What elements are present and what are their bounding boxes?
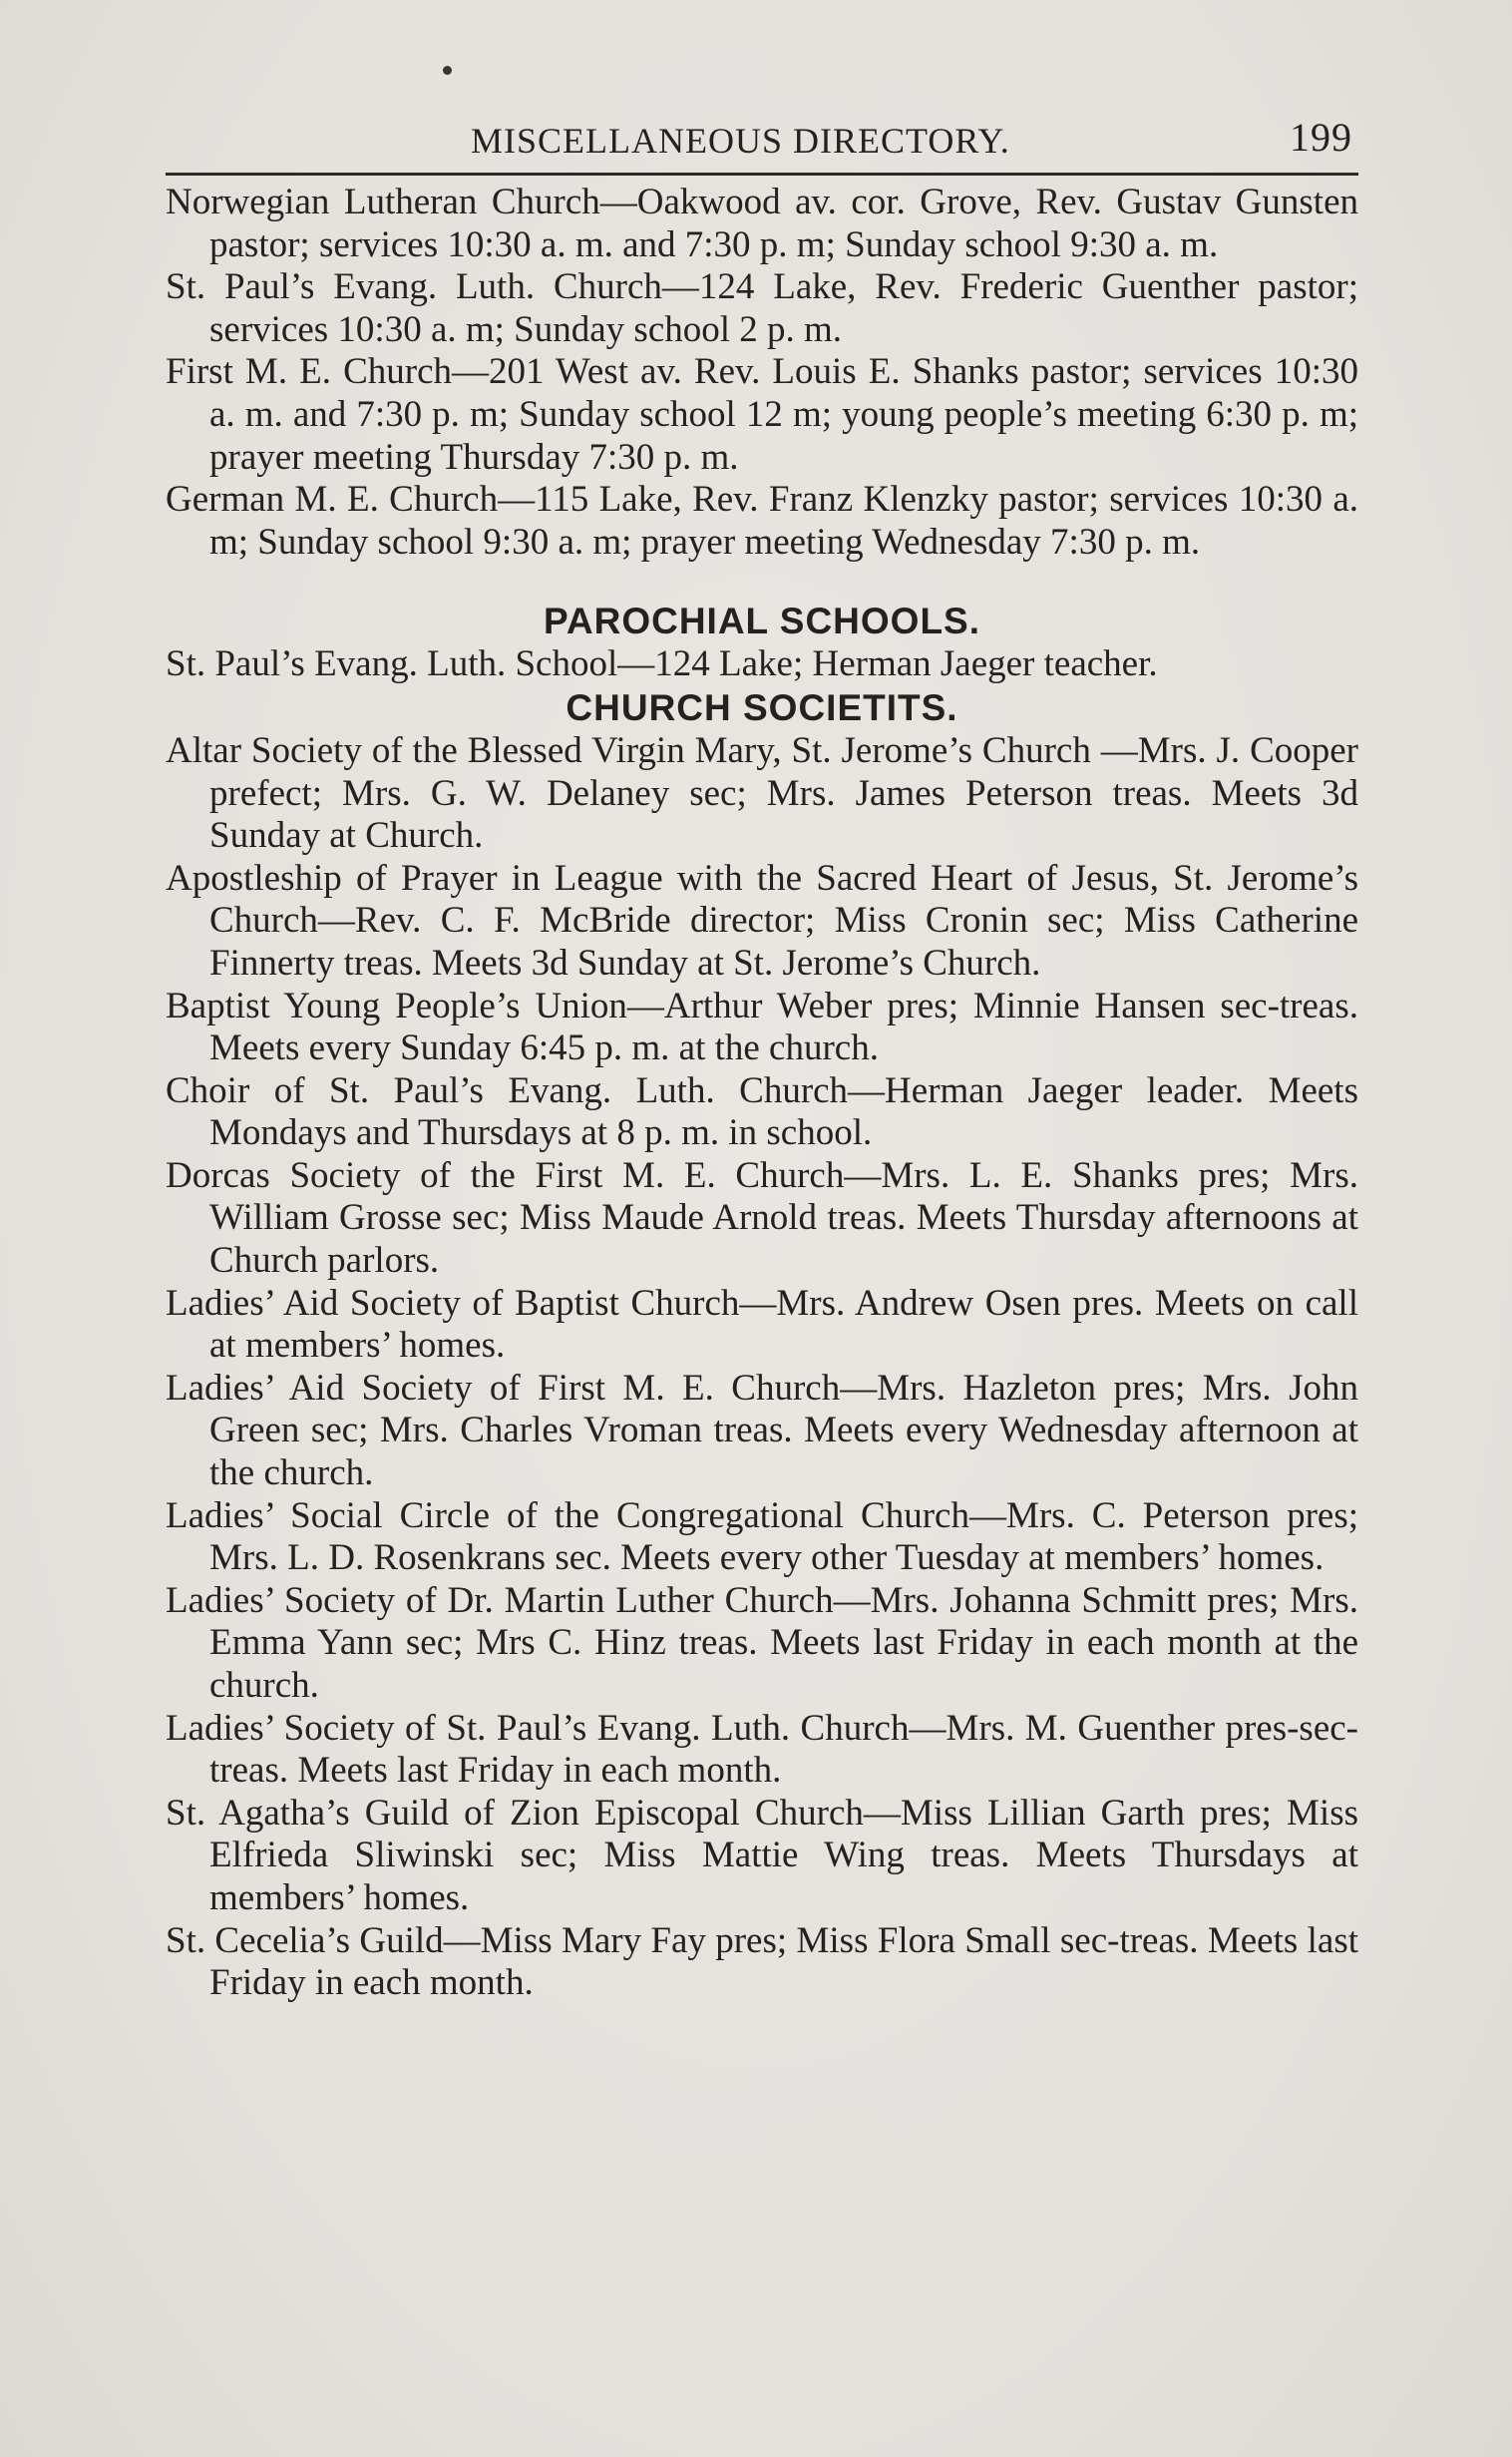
list-item: Ladies’ Aid Society of First M. E. Church—Mrs. Hazleton pres; Mrs. John Green sec; Mrs. Charles Vroman treas. Meets every Wednesday afternoon at the church. bbox=[166, 1367, 1358, 1494]
list-item: St. Paul’s Evang. Luth. School—124 Lake; Herman Jaeger teacher. bbox=[166, 643, 1158, 685]
running-title: MISCELLANEOUS DIRECTORY. bbox=[471, 121, 1010, 161]
section-heading-church-societies: CHURCH SOCIETITS. bbox=[566, 686, 958, 728]
list-item: Dorcas Society of the First M. E. Church—Mrs. L. E. Shanks pres; Mrs. William Grosse sec; Miss Maude Arnold treas. Meets Thursday afternoons at Church parlors. bbox=[166, 1154, 1358, 1282]
parochial-schools-list bbox=[166, 643, 1358, 686]
page-header bbox=[166, 115, 1358, 170]
list-item: Choir of St. Paul’s Evang. Luth. Church—Herman Jaeger leader. Meets Mondays and Thursdays at 8 p. m. in school. bbox=[166, 1069, 1358, 1154]
list-item: Norwegian Lutheran Church—Oakwood av. cor. Grove, Rev. Gustav Gunsten pastor; services 10:30 a. m. and 7:30 p. m; Sunday school 9:30 a. m. bbox=[166, 182, 1358, 265]
header-rule bbox=[166, 173, 1358, 176]
list-item: Ladies’ Society of St. Paul’s Evang. Luth. Church—Mrs. M. Guenther pres-sec-treas. Meets last Friday in each month. bbox=[166, 1707, 1358, 1792]
list-item: Baptist Young People’s Union—Arthur Weber pres; Minnie Hansen sec-treas. Meets every Sunday 6:45 p. m. at the church. bbox=[166, 985, 1358, 1069]
directory-content bbox=[166, 182, 1358, 2005]
church-list bbox=[166, 182, 1358, 564]
list-item: St. Paul’s Evang. Luth. Church—124 Lake, Rev. Frederic Guenther pastor; services 10:30 a. m; Sunday school 2 p. m. bbox=[166, 266, 1358, 350]
list-item: St. Agatha’s Guild of Zion Episcopal Church—Miss Lillian Garth pres; Miss Elfrieda Sliwinski sec; Miss Mattie Wing treas. Meets Thursdays at members’ homes. bbox=[166, 1792, 1358, 1918]
ink-speck bbox=[443, 66, 452, 75]
list-item: St. Cecelia’s Guild—Miss Mary Fay pres; Miss Flora Small sec-treas. Meets last Friday in each month. bbox=[166, 1919, 1358, 2004]
list-item: First M. E. Church—201 West av. Rev. Louis E. Shanks pastor; services 10:30 a. m. and 7:30 p. m; Sunday school 12 m; young people’s meeting 6:30 p. m; prayer meeting Thursday 7:30 p. m. bbox=[166, 351, 1358, 478]
list-item: German M. E. Church—115 Lake, Rev. Franz Klenzky pastor; services 10:30 a. m; Sunday school 9:30 a. m; prayer meeting Wednesday 7:30 p. m. bbox=[166, 479, 1358, 563]
list-item: Altar Society of the Blessed Virgin Mary, St. Jerome’s Church —Mrs. J. Cooper prefect; Mrs. G. W. Delaney sec; Mrs. James Peterson treas. Meets 3d Sunday at Church. bbox=[166, 729, 1358, 857]
section-heading-parochial-schools: PAROCHIAL SCHOOLS. bbox=[543, 601, 981, 642]
list-item: Apostleship of Prayer in League with the Sacred Heart of Jesus, St. Jerome’s Church—Rev. C. F. McBride director; Miss Cronin sec; Miss Catherine Finnerty treas. Meets 3d Sunday at St. Jerome’s Church. bbox=[166, 857, 1358, 984]
list-item: Ladies’ Social Circle of the Congregational Church—Mrs. C. Peterson pres; Mrs. L. D. Rosenkrans sec. Meets every other Tuesday at members’ homes. bbox=[166, 1494, 1358, 1579]
list-item: Ladies’ Aid Society of Baptist Church—Mrs. Andrew Osen pres. Meets on call at members’ homes. bbox=[166, 1282, 1358, 1367]
church-societies-list bbox=[166, 730, 1358, 2005]
page-number: 199 bbox=[1290, 115, 1352, 160]
list-item: Ladies’ Society of Dr. Martin Luther Church—Mrs. Johanna Schmitt pres; Mrs. Emma Yann sec; Mrs C. Hinz treas. Meets last Friday in each month at the church. bbox=[166, 1579, 1358, 1706]
